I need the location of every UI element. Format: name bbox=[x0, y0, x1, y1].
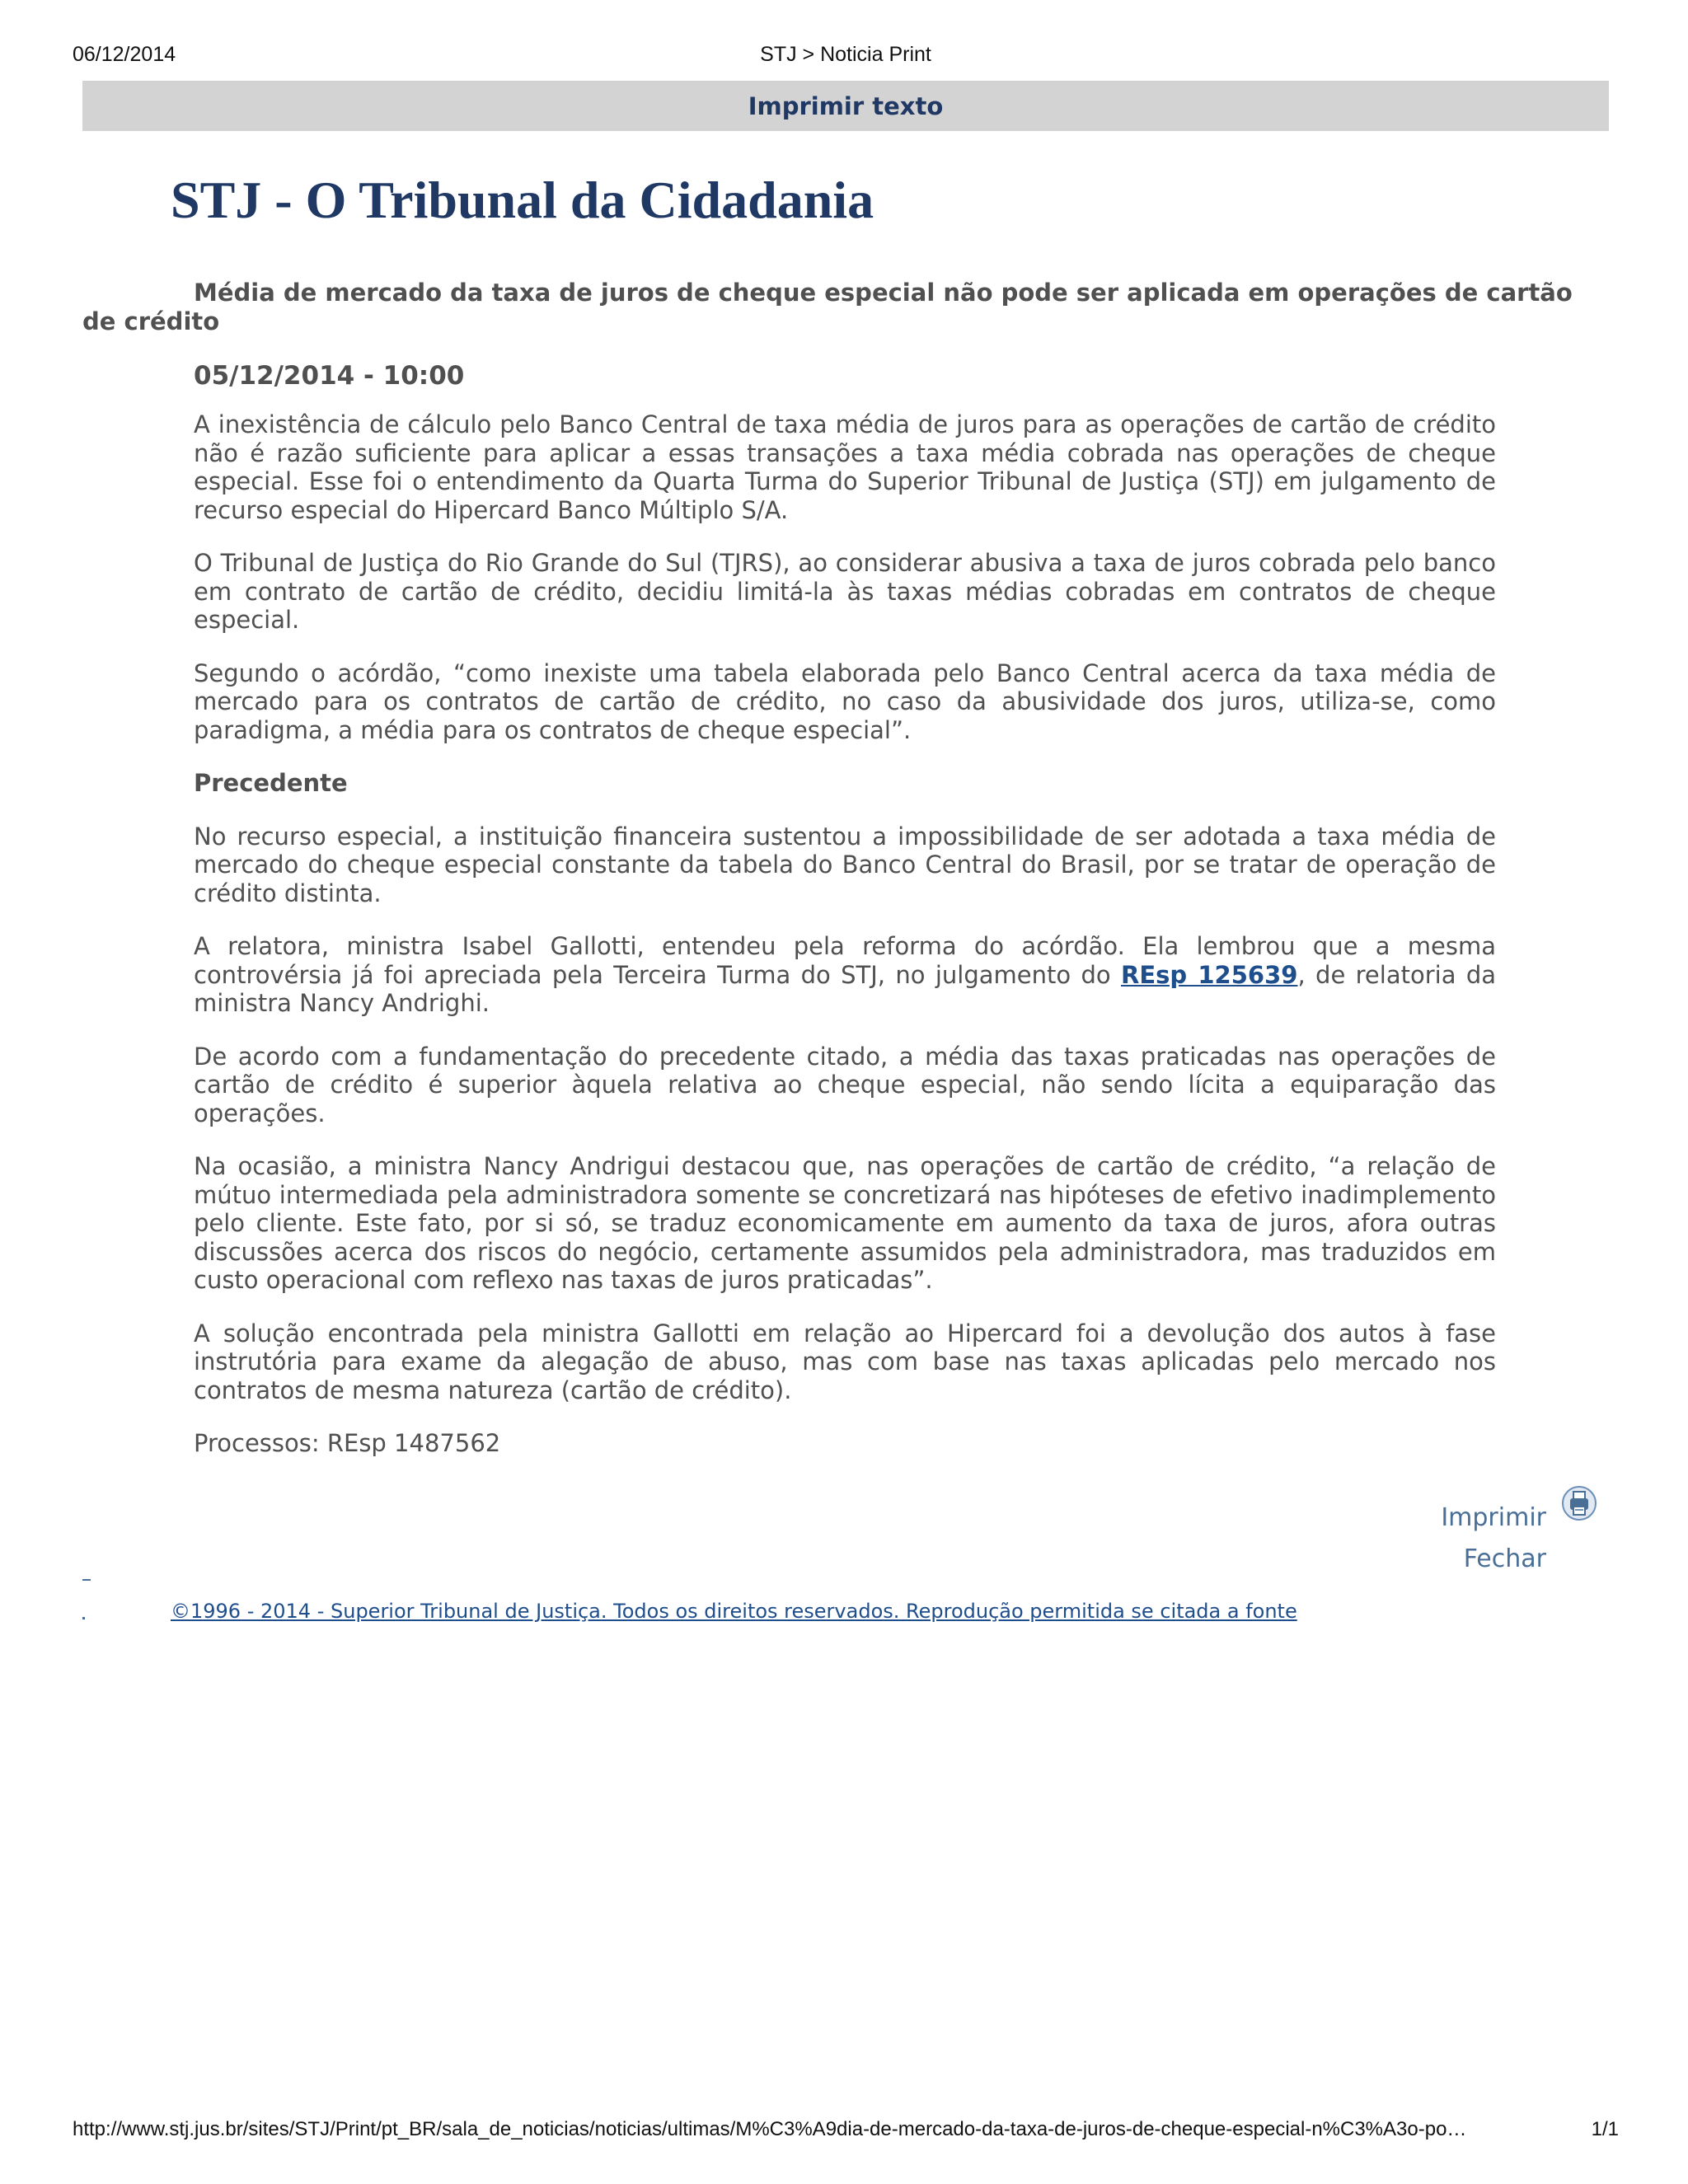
article-subheading: Precedente bbox=[194, 769, 348, 797]
article-paragraph: De acordo com a fundamentação do precedente citado, a média das taxas praticadas nas operações de cartão de crédito é superior àquela relativa ao cheque especial, não sendo lícita a equiparação das operações. bbox=[194, 1042, 1496, 1127]
print-toolbar bbox=[82, 81, 1609, 131]
article-paragraph: Na ocasião, a ministra Nancy Andrigui destacou que, nas operações de cartão de crédito, “a relação de mútuo intermediada pela administradora somente se concretizará nas hipóteses de efetivo inadimplemento pelo cliente. Este fato, por si só, se traduz economicamente em aumento da taxa de juros, afora outras discussões acerca dos riscos do negócio, certamente assumidos pela administradora, mas traduzidos em custo operacional com reflexo nas taxas de juros praticadas”. bbox=[194, 1152, 1496, 1294]
print-url: http://www.stj.jus.br/sites/STJ/Print/pt_BR/sala_de_noticias/noticias/ultimas/M%C3%A9dia-de-mercado-da-taxa-de-juros-de-cheque-especial-n%C3%A3o-po… bbox=[73, 2118, 1467, 2140]
close-button[interactable]: Fechar bbox=[1463, 1544, 1546, 1573]
printer-icon[interactable] bbox=[1559, 1483, 1599, 1525]
separator-dash bbox=[82, 1579, 91, 1581]
article-headline: Média de mercado da taxa de juros de cheque especial não pode ser aplicada em operações de cartão de crédito bbox=[82, 279, 1573, 335]
article-processes: Processos: REsp 1487562 bbox=[194, 1429, 501, 1457]
resp-precedent-link[interactable]: REsp 125639 bbox=[1120, 960, 1298, 989]
copyright-link[interactable]: ©1996 - 2014 - Superior Tribunal de Justiça. Todos os direitos reservados. Reprodução permitida se citada a fonte bbox=[171, 1600, 1297, 1623]
site-title: STJ - O Tribunal da Cidadania bbox=[171, 171, 874, 229]
article-paragraph: A solução encontrada pela ministra Gallotti em relação ao Hipercard foi a devolução dos autos à fase instrutória para exame da alegação de abuso, mas com base nas taxas aplicadas pelo mercado nos contratos de mesma natureza (cartão de crédito). bbox=[194, 1319, 1496, 1404]
article-paragraph: Segundo o acórdão, “como inexiste uma tabela elaborada pelo Banco Central acerca da taxa média de mercado para os contratos de cartão de crédito, no caso da abusividade dos juros, utiliza-se, como paradigma, a média para os contratos de cheque especial”. bbox=[194, 658, 1496, 744]
article-paragraph: No recurso especial, a instituição financeira sustentou a impossibilidade de ser adotada a taxa média de mercado do cheque especial constante da tabela do Banco Central do Brasil, por se tratar de operação de crédito distinta. bbox=[194, 822, 1496, 907]
article-paragraph: O Tribunal de Justiça do Rio Grande do Sul (TJRS), ao considerar abusiva a taxa de juros cobrada pelo banco em contrato de cartão de crédito, decidiu limitá-la às taxas médias cobradas em contratos de cheque especial. bbox=[194, 549, 1496, 634]
paragraph-text: , de relatoria da ministra Nancy Andrighi. bbox=[194, 960, 1496, 1017]
paragraph-text: A relatora, ministra Isabel Gallotti, entendeu pela reforma do acórdão. Ela lembrou que a mesma controvérsia já foi apreciada pela Terceira Turma do STJ, no julgamento do bbox=[194, 932, 1496, 989]
page-number: 1/1 bbox=[1591, 2118, 1619, 2140]
article-paragraph bbox=[194, 932, 1496, 1018]
article-dateline: 05/12/2014 - 10:00 bbox=[194, 361, 465, 391]
article-body bbox=[194, 410, 1496, 1483]
browser-print-footer bbox=[73, 2118, 1619, 2143]
print-page-title: STJ > Noticia Print bbox=[760, 43, 931, 66]
print-button[interactable]: Imprimir bbox=[1441, 1503, 1546, 1532]
print-date: 06/12/2014 bbox=[73, 43, 176, 66]
article-paragraph: A inexistência de cálculo pelo Banco Central de taxa média de juros para as operações de cartão de crédito não é razão suficiente para aplicar a essas transações a taxa média cobrada nas operações de cheque especial. Esse foi o entendimento da Quarta Turma do Superior Tribunal de Justiça (STJ) em julgamento de recurso especial do Hipercard Banco Múltiplo S/A. bbox=[194, 410, 1496, 524]
article-actions bbox=[1401, 1483, 1599, 1582]
print-text-link[interactable]: Imprimir texto bbox=[748, 91, 944, 120]
separator-dot bbox=[82, 1617, 85, 1619]
